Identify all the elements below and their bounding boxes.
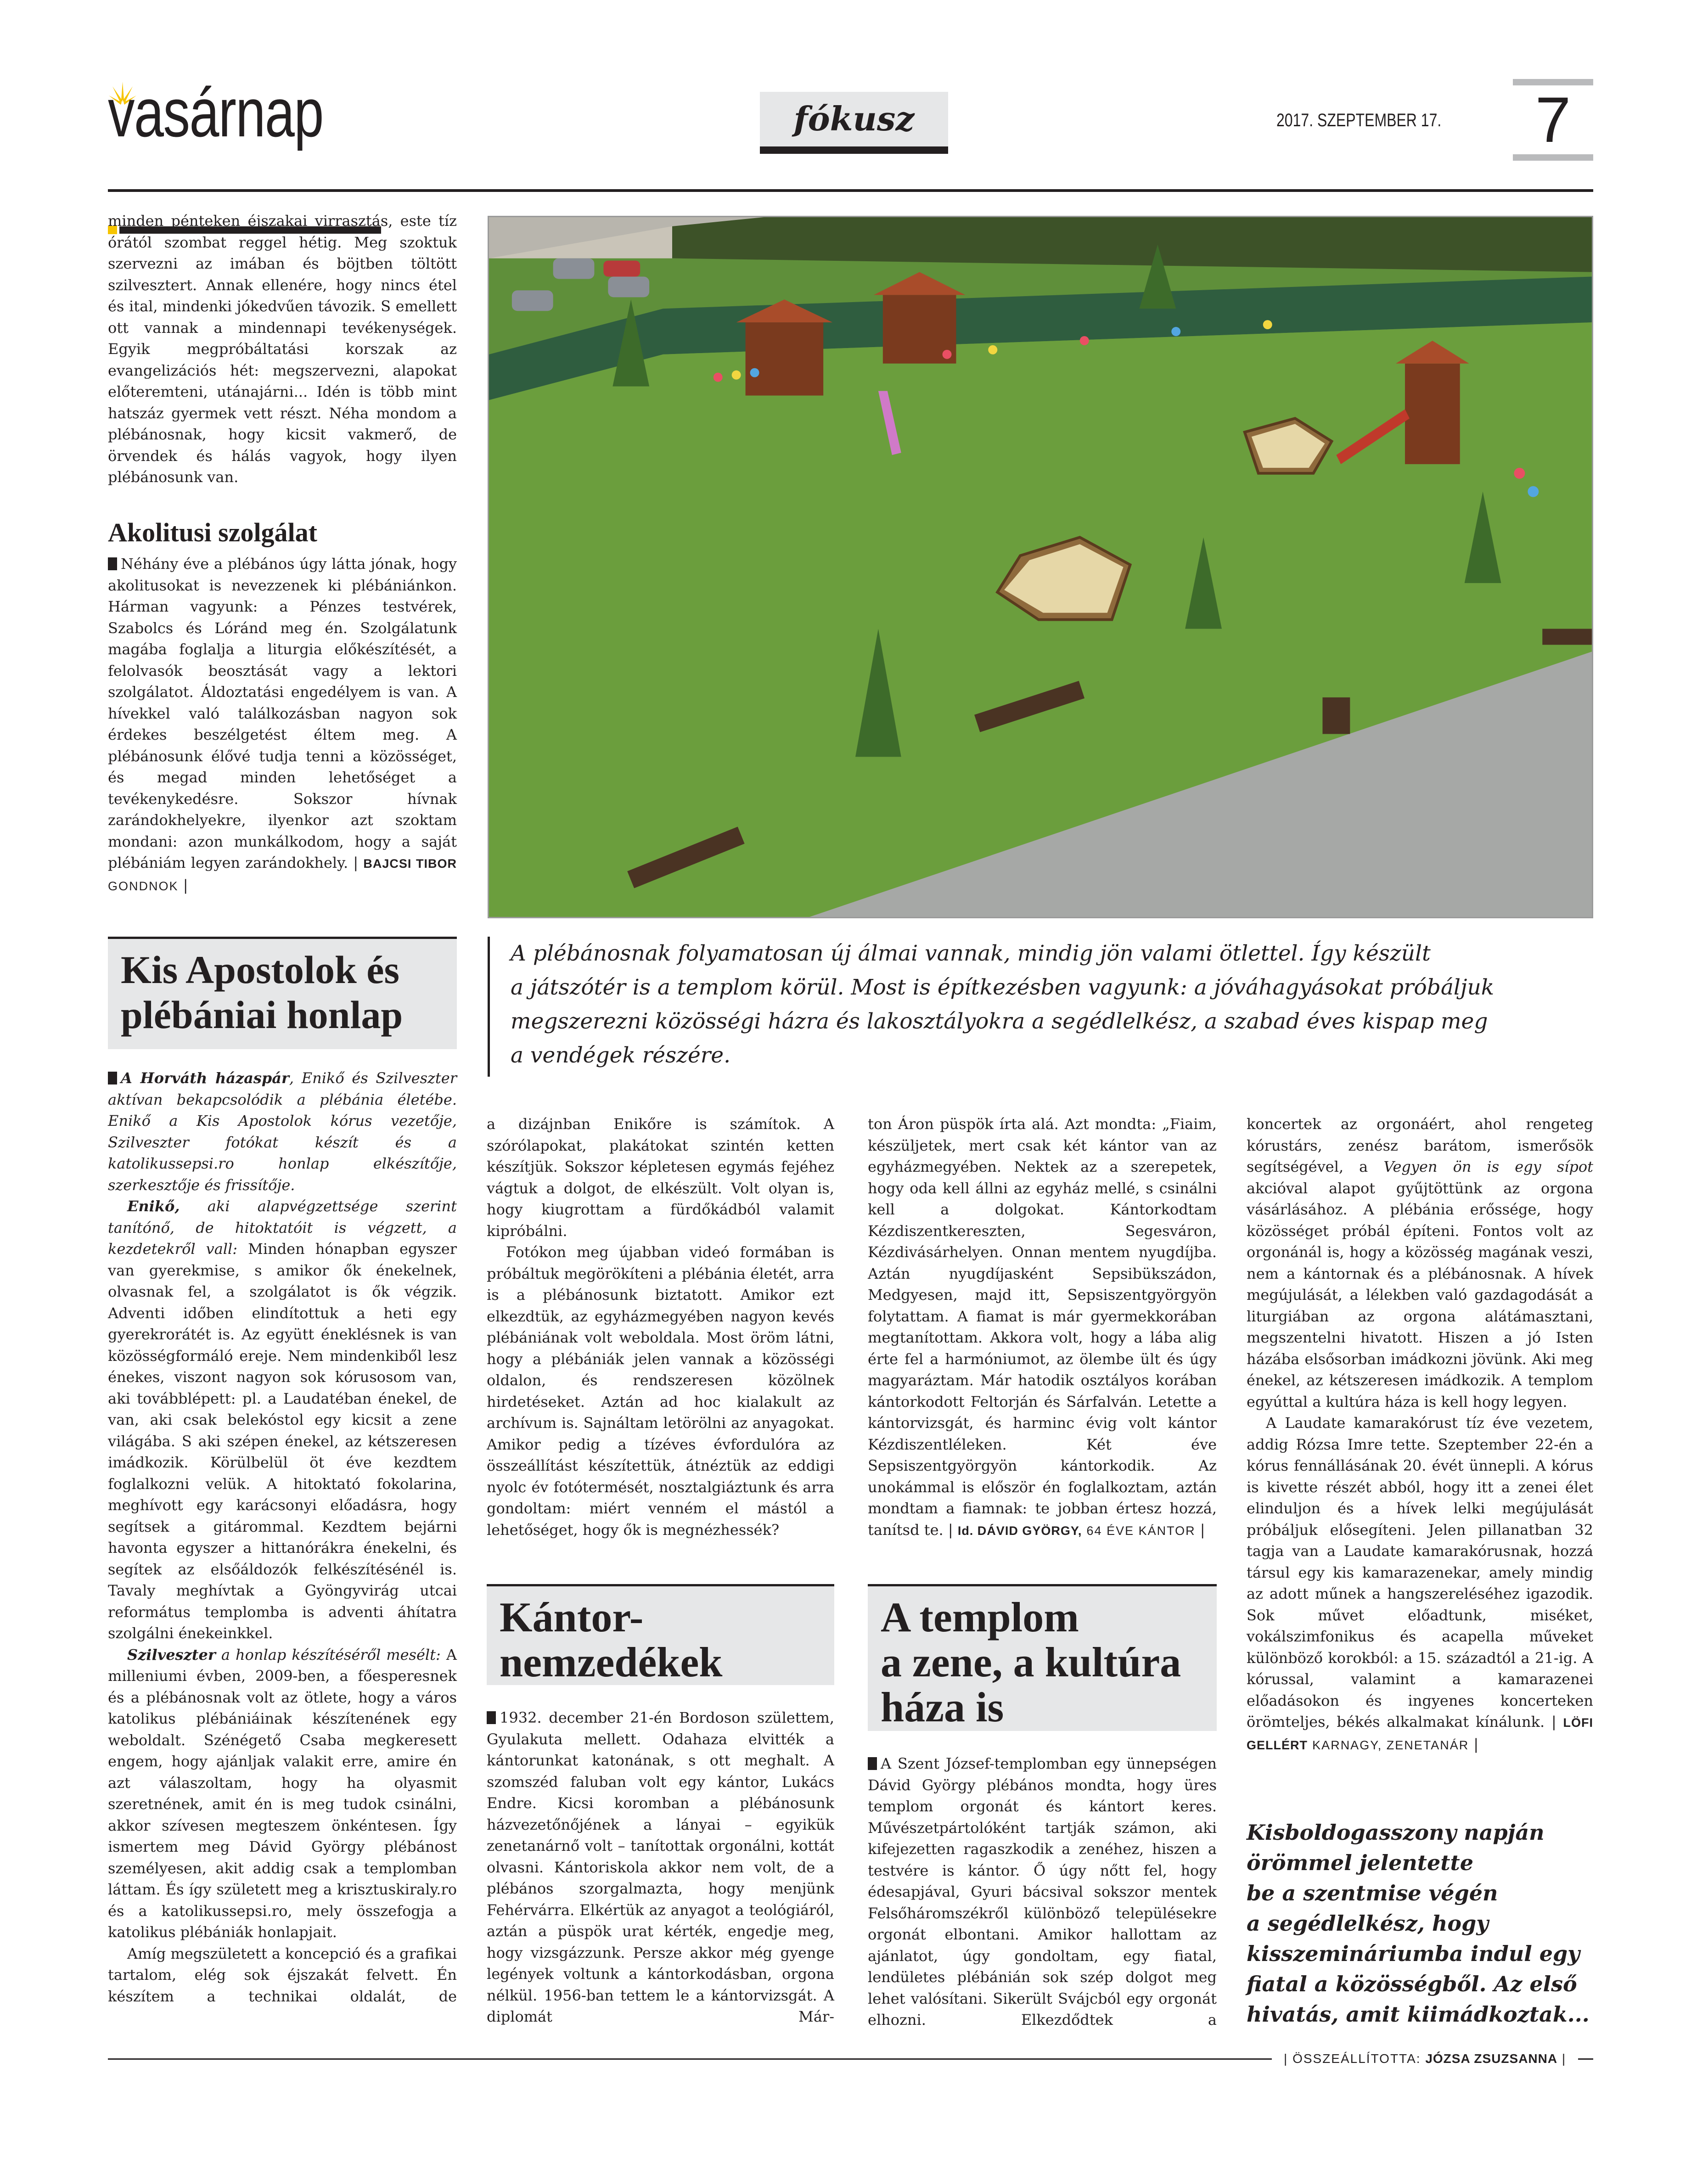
article-body [868, 1753, 1217, 2031]
paragraph: a dizájnban Enikőre is számítok. A szórólapokat, plakátokat szintén ketten készítjük. Sokszor képletesen egymás fejéhez vágtuk a dolgot, de elkészült. Volt olyan is, hogy kiugrottam a fürdőkádból valamit kipróbálni. [487, 1115, 834, 1240]
paragraph: A Szent József-templomban egy ünnepségen Dávid György plébános mondta, hogy üres templom orgonát és kántort keres. Művészetpártolóként tartják számon, aki kifejezetten ragaszkodik a zenéhez, hiszen a testvére is kántor. Ő úgy nőtt fel, hogy édesapjával, Gyuri bácsival sokszor mentek Felsőháromszékről különböző településekre orgonát elbontani. Amikor hallottam az ajánlatot, úgy gondoltam, egy fiatal, lendületes plébánián sok szép dolgot meg lehet valósítani. Sikerült Svájcból egy orgonát elhozni. Elkezdődtek a [868, 1755, 1217, 2029]
article-heading-line: nemzedékek [500, 1639, 723, 1686]
article-heading-line: Kántor- [500, 1594, 644, 1641]
article-continuation [108, 210, 457, 488]
playground-image [489, 217, 1592, 917]
pull-quote-line: hivatás, amit kiimádkoztak... [1247, 2002, 1590, 2027]
paragraph: ton Áron püspök írta alá. Azt mondta: „Fiaim, készüljetek, mert csak két kántor van az egyházmegyében. Nektek az a szerepetek, hogy oda kell állni az egyház mellé, s csinálni kell a dolgokat. Kántorkodtam Kézdiszentkereszten, Segesváron, Kézdivásárhelyen. Onnan mentem nyugdíjba. Aztán nyugdíjasként Sepsibükszádon, Medgyesen, majd itt, Sepsiszentgyörgyön folytattam. A fiamat is már gyermekkorában megtanítottam. Akkora volt, hogy a lába alig érte fel a harmóniumot, az ölembe ült és úgy magyaráztam. Már hatodik osztályos korában kántorkodott Feltorján és Sárfalván. Letette a kántorvizsgát, és harminc évig volt kántor Kézdiszentléleken. Két éve Sepsiszentgyörgyön kántorkodik. Az unokámmal is először én foglalkoztam, aztán mondtam a fiamnak: te jobban értesz hozzá, tanítsd te. | Id. DÁVID GYÖRGY, 64 ÉVE KÁNTOR | [868, 1115, 1217, 1539]
article-heading-line: Kis Apostolok és [121, 948, 399, 992]
pull-quote-line: be a szentmise végén [1247, 1881, 1498, 1905]
logo-wordmark: vasárnap [108, 74, 323, 151]
byline: | LÖFI GELLÉRT KARNAGY, ZENETANÁR | [1247, 1713, 1594, 1753]
article-lead: A Horváth házaspár, Enikő és Szilveszter aktívan bekapcsolódik a plébánia életébe. Enikő a Kis Apostolok kórus vezetője, Szilveszter fotókat készít és a katolikussepsi.ro honlap elkészítője, szerkesztője és frissítője. [108, 1069, 457, 1194]
photo-caption [488, 937, 1590, 1077]
article-heading-box [868, 1584, 1217, 1731]
article-body [487, 1707, 834, 2028]
article-heading-line: a zene, a kultúra [881, 1639, 1181, 1686]
pull-quote-line: örömmel jelentette [1247, 1850, 1474, 1875]
section-label-box [760, 92, 948, 154]
caption-line: A plébánosnak folyamatosan új álmai vannak, mindig jön valami ötlettel. Így készült [511, 941, 1431, 966]
subheading: Akolitusi szolgálat [108, 517, 317, 547]
article-heading-line: háza is [881, 1684, 1004, 1731]
paragraph: A Laudate kamarakórust tíz éve vezetem, addig Rózsa Imre tette. Szeptember 22-én a kórus fennállásának 20. évét ünnepli. A kórus is kivette részét abból, hogy itt a zenei élet elinduljon és a hívek lelki megújulását próbáljuk elősegíteni. Jelen pillanatban 32 tagja van a Laudate kamarakórusnak, hozzá társul egy kis kamarazenekar, amely mindig az adott műnek a hangszereléséhez igazodik. Sok művet előadtunk, miséket, vokálszimfonikus és acapella műveket különböző korokból: a 15. századtól a 21-ig. A kórussal, valamint a kamarazenei előadásokon és ingyenes koncerteken örömteljes, békés alkalmakat kínálunk. | LÖFI GELLÉRT KARNAGY, ZENETANÁR | [1247, 1414, 1594, 1753]
paragraph-marker-icon [487, 1711, 496, 1724]
paragraph: 1932. december 21-én Bordoson születtem, Gyulakuta mellett. Odahaza elvitték a kántorunkat katonának, s ott meghalt. A szomszéd faluban volt egy kántor, Lukács Endre. Kicsi koromban a plébánosunk házvezetőnőjének a lányai – egyikük zenetanárnő volt – tanítottak orgonálni, kottát olvasni. Kántoriskola akkor nem volt, de a plébános szorgalmazta, hogy menjünk Fehérvárra. Elkértük az anyagot a teológiáról, aztán a püspök urat kérték, engedje meg, hogy vizsgázzunk. Persze akkor még gyenge legények voltunk a kántorkodásban, orgona nélkül. 1956-ban tettem le a kántorvizsgát. A diplomát Már- [487, 1709, 834, 2025]
article-heading-line: A templom [881, 1594, 1079, 1641]
article-heading-box [487, 1584, 834, 1685]
byline: | Id. DÁVID GYÖRGY, 64 ÉVE KÁNTOR | [948, 1521, 1205, 1539]
pull-quote-line: Kisboldogasszony napján [1247, 1820, 1545, 1845]
article-body-col3 [868, 1113, 1217, 1541]
article-body-col1 [108, 1068, 457, 2007]
masthead-logo [108, 74, 383, 161]
page-number: 7 [1513, 79, 1593, 161]
article-heading-line: plébániai honlap [121, 993, 403, 1037]
section-label: fókusz [793, 99, 915, 138]
header-rule [108, 189, 1593, 192]
paragraph: Amíg megszületett a koncepció és a grafikai tartalom, elég sok éjszakát felvett. Én készítem a technikai oldalát, de [108, 1944, 457, 2005]
pull-quote-line: a segédlelkész, hogy [1247, 1911, 1489, 1936]
paragraph: Néhány éve a plébános úgy látta jónak, hogy akolitusokat is nevezzenek ki plébániánkon. Hárman vagyunk: a Pénzes testvérek, Szabolcs és Lóránd meg én. Szolgálatunk magába foglalja a liturgia előkészítését, a felolvasók beosztását vagy a lektori szolgálatot. Áldoztatási engedélyem is van. A hívekkel való találkozásban nagyon sok érdekes beszélgetést éltem meg. A plébánosunk élővé tudja tenni a közösséget, és megad minden lehetőséget a tevékenykedésre. Sokszor hívnak zarándokhelyekre, ilyenkor azt szoktam mondani: azon munkálkodom, hogy a saját plébániám legyen zarándokhely. | BAJCSI TIBOR GONDNOK | [108, 555, 457, 894]
paragraph: minden pénteken éjszakai virrasztás, este tíz órától szombat reggel hétig. Meg szoktuk szervezni az imában és böjtben töltött szilvesztert. Annak ellenére, hogy nincs étel és ital, mindenki jókedvűen távozik. S emellett ott vannak a mindennapi tevékenységek. Egyik megpróbáltatási korszak az evangelizációs hét: megszervezni, alapokat előteremteni, utánajárni... Idén is több mint hatszáz gyermek vett részt. Néha mondom a plébánosnak, hogy kicsit vakmerő, de örvendek és hálás vagyok, hogy ilyen plébánosunk van. [108, 212, 457, 486]
article-body-col4 [1247, 1113, 1593, 1756]
caption-line: a játszótér is a templom körül. Most is építkezésben vagyunk: a jóváhagyásokat próbáljuk [511, 975, 1494, 1000]
playground-photo [488, 216, 1593, 918]
paragraph-marker-icon [108, 557, 117, 570]
pull-quote-line: kisszemináriumba indul egy [1247, 1941, 1580, 1966]
article-heading-box [108, 937, 457, 1049]
pull-quote-line: fiatal a közösségből. Az első [1247, 1972, 1577, 1996]
article-body-col2 [487, 1113, 834, 1540]
paragraph: Enikő, aki alapvégzettsége szerint tanítónő, de hitoktatóit is végzett, a kezdetekről vall: Minden hónapban egyszer van gyerekmise, s amikor ők énekelnek, olvasnak fel, a szolgálatot is ők végzik. Adventi időben elindítottuk a heti egy gyerekrorátét is. Az együtt éneklésnek is van közösségformáló ereje. Nem mindenkiből lesz énekes, viszont nagyon sok kórusosom van, aki továbblépett: pl. a Laudatéban énekel, de van, aki csak belekóstol egy kicsit a zene világába. S aki szépen énekel, az kétszeresen imádkozik. Körülbelül öt éve kezdtem foglalkozni velük. A hitoktató fokolarina, meghívott egy karácsonyi előadásra, hogy segítsek a gitárommal. Kezdtem bejárni havonta egyszer a hittanórákra énekelni, és segítek az elsőáldozók felkészítésénél is. Tavaly meghívtak a Gyöngyvirág utcai református templomba is adventi áhítatra szolgálni énekeinkkel. [108, 1197, 457, 1642]
paragraph: koncertek az orgonáért, ahol rengeteg kórustárs, zenész barátom, ismerősök segítségével, a Vegyen ön is egy sípot akcióval alapot gyűjtöttünk az orgona vásárlásához. A plébánia erőssége, hogy közösséget próbál építeni. Fontos volt az orgonánál is, hogy a közösség magának veszi, nem a kántornak és a plébánosnak. A hívek megújulását, a lélekben való gazdagodását a liturgiában az orgona alátámasztani, megszentelni hivatott. Hiszen a jó Isten házába elsősorban imádkozni jövünk. Aki meg énekel, az kétszeresen imádkozik. A templom egyúttal a kultúra háza is kell hogy legyen. [1247, 1115, 1594, 1410]
paragraph: Fotókon meg újabban videó formában is próbáltuk megörökíteni a plébánia életét, arra is a plébánosunk biztatott. Amikor ezt elkezdtük, az egyházmegyében nagyon kevés plébániának volt weboldala. Most öröm látni, hogy a plébániák jelen vannak a közösségi oldalon, és rendszeresen közölnek hirdetéseket. Aztán ad hoc kialakult az archívum is. Sajnáltam letörölni az anyagokat. Amikor pedig a tízéves évfordulóra az összeállítást készítettük, átnéztük az eddigi nyolc év fotótermését, nosztalgiáztunk és arra gondoltam: miért venném el mástól a lehetőséget, hogy ők is megnézhessék? [487, 1243, 834, 1539]
paragraph-marker-icon [108, 1072, 117, 1084]
byline: | BAJCSI TIBOR GONDNOK | [108, 854, 457, 894]
akolitus-section [108, 517, 457, 897]
paragraph: Szilveszter a honlap készítéséről mesélt: A milleniumi évben, 2009-ben, a főesperesnek és a plébánosnak volt az ötlete, hogy a város katolikus plébániáinak készítenének egy weboldalt. Szénégető Csaba megkeresett engem, hogy ajánljak valakit erre, amire én azt válaszoltam, hogy ha olyasmit szeretnének, amit én is meg tudok csinálni, akkor szívesen megteszem önkéntesen. Így ismertem meg Dávid György plébánost személyesen, akit addig csak a templomban láttam. És így született meg a krisztuskiraly.ro és a katolikussepsi.ro, mely összefogja a katolikus plébániák honlapjait. [108, 1646, 457, 1941]
caption-line: megszerezni közösségi házra és lakosztályokra a segédlelkész, a szabad éves kispap meg [511, 1009, 1488, 1034]
compiler-credit: | ÖSSZEÁLLÍTOTTA: JÓZSA ZSUZSANNA | [1272, 2050, 1578, 2068]
pull-quote [1247, 1817, 1593, 2029]
issue-date: 2017. SZEPTEMBER 17. [1276, 110, 1442, 130]
paragraph-marker-icon [868, 1757, 877, 1770]
caption-line: a vendégek részére. [511, 1043, 731, 1068]
